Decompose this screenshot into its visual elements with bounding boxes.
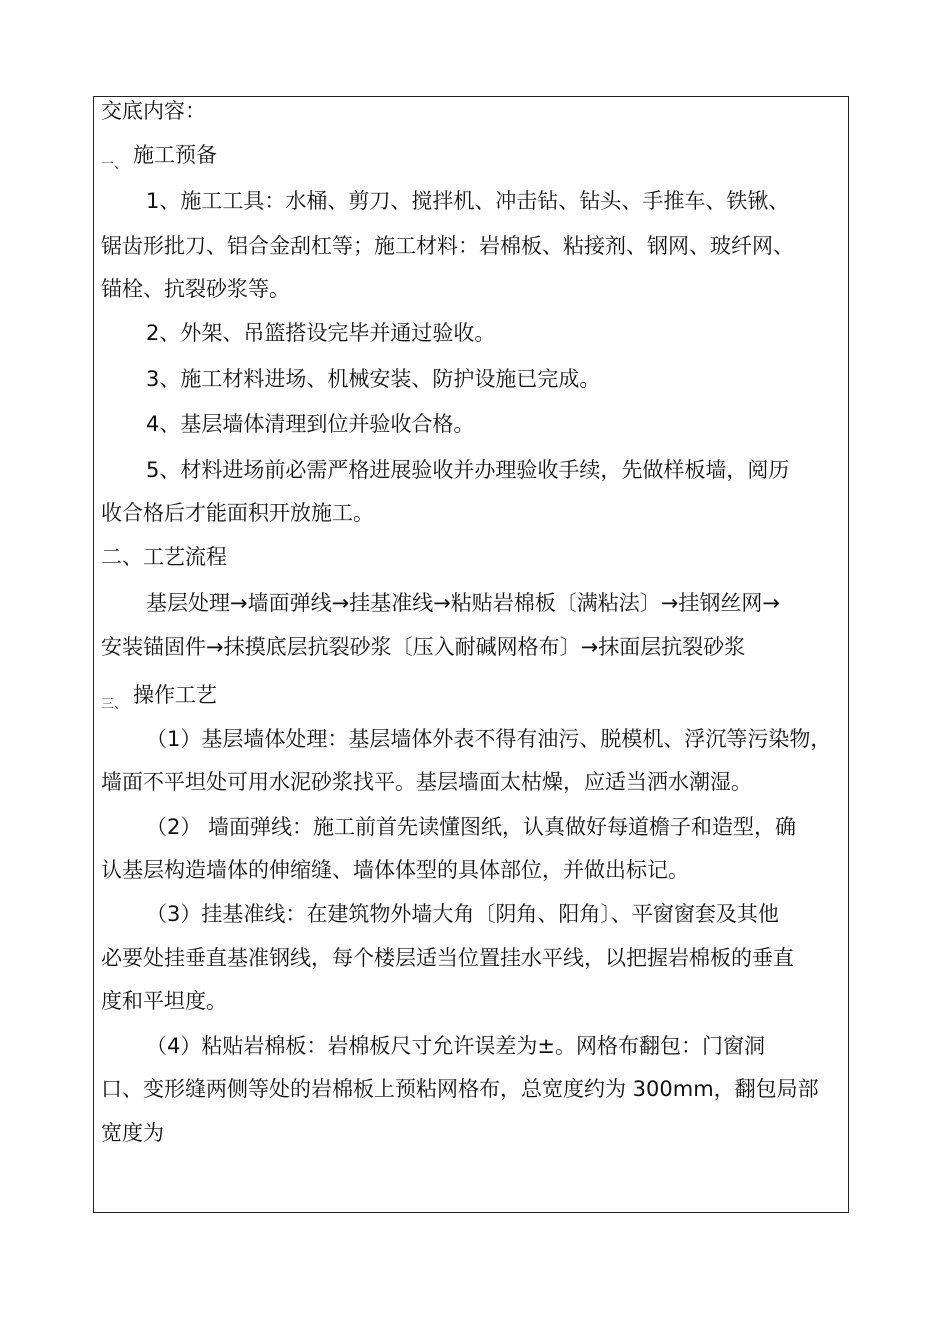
section-3-marker: 三、	[101, 697, 128, 712]
paragraph-line: 锯齿形批刀、铝合金刮杠等；施工材料：岩棉板、粘接剂、钢网、玻纤网、	[101, 234, 794, 258]
paragraph-line: 4、基层墙体清理到位并验收合格。	[146, 412, 475, 436]
paragraph-line: （4）粘贴岩棉板：岩棉板尺寸允许误差为±。网格布翻包：门窗洞	[146, 1034, 765, 1058]
paragraph-line: 锚栓、抗裂砂浆等。	[101, 277, 290, 301]
paragraph-line: 2、外架、吊篮搭设完毕并通过验收。	[146, 321, 496, 345]
paragraph-line: 收合格后才能面积开放施工。	[101, 501, 374, 525]
paragraph-line: 基层处理→墙面弹线→挂基准线→粘贴岩棉板〔满粘法〕→挂钢丝网→	[146, 591, 780, 615]
document-frame	[93, 96, 849, 1213]
heading: 交底内容：	[101, 99, 206, 123]
section-1-heading	[101, 141, 217, 173]
paragraph-line: 5、材料进场前必需严格进展验收并办理验收手续，先做样板墙，阅历	[146, 458, 790, 482]
paragraph-line: （1）基层墙体处理：基层墙体外表不得有油污、脱模机、浮沉等污染物，	[146, 727, 832, 751]
section-2-heading: 二、工艺流程	[101, 545, 227, 569]
paragraph-line: 1、施工工具：水桶、剪刀、搅拌机、冲击钻、钻头、手推车、铁锹、	[146, 189, 790, 213]
paragraph-line: 墙面不平坦处可用水泥砂浆找平。基层墙面太枯燥，应适当洒水潮湿。	[101, 770, 752, 794]
paragraph-line: 认基层构造墙体的伸缩缝、墙体体型的具体部位，并做出标记。	[101, 858, 689, 882]
section-1-title: 施工预备	[133, 143, 218, 167]
paragraph-line: （2） 墙面弹线：施工前首先读懂图纸，认真做好每道檐子和造型，确	[146, 815, 797, 839]
paragraph-line: 3、施工材料进场、机械安装、防护设施已完成。	[146, 367, 601, 391]
section-3-heading	[101, 681, 217, 713]
paragraph-line: 安装锚固件→抹摸底层抗裂砂浆〔压入耐碱网格布〕→抹面层抗裂砂浆	[101, 635, 746, 659]
section-3-title: 操作工艺	[133, 683, 218, 707]
paragraph-line: 度和平坦度。	[101, 989, 227, 1013]
paragraph-line: 宽度为	[101, 1121, 164, 1145]
paragraph-line: 必要处挂垂直基准钢线，每个楼层适当位置挂水平线，以把握岩棉板的垂直	[101, 946, 794, 970]
section-1-marker: 一、	[101, 157, 128, 172]
paragraph-line: （3）挂基准线：在建筑物外墙大角〔阴角、阳角〕、平窗窗套及其他	[146, 902, 779, 926]
paragraph-line: 口、变形缝两侧等处的岩棉板上预粘网格布，总宽度约为 300mm，翻包局部	[101, 1077, 819, 1101]
